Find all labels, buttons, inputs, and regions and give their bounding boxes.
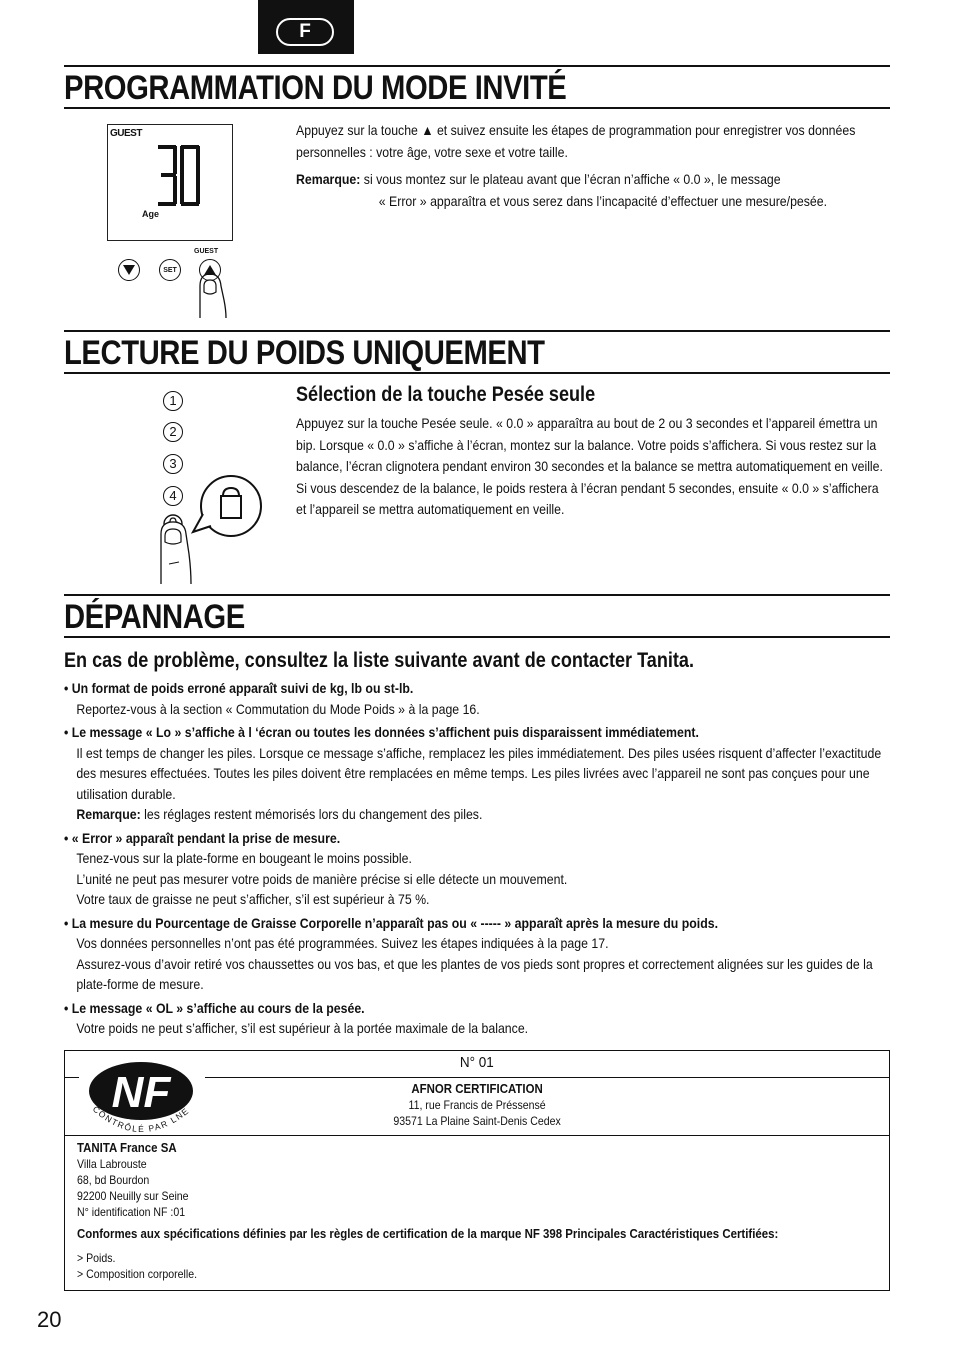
company-name: TANITA France SA <box>77 1140 177 1155</box>
trouble-item-desc: L’unité ne peut pas mesurer votre poids de manière précise si elle détecte un mouvement. <box>76 870 568 887</box>
trouble-item-5 <box>64 998 889 1039</box>
guest-remark-label: Remarque: <box>296 171 361 187</box>
trouble-item-title: • Un format de poids erroné apparaît suivi de kg, lb ou st-lb. <box>64 680 414 696</box>
trouble-item-desc: Vos données personnelles n’ont pas été programmées. Suivez les étapes indiquées à la page 17. <box>76 935 609 951</box>
cert-org-name: AFNOR CERTIFICATION <box>411 1081 543 1096</box>
lcd-age-label: Age <box>142 209 160 219</box>
trouble-item-desc: Assurez-vous d’avoir retiré vos chaussettes ou vos bas, et que les plantes de vos pieds sont propres et correctement alignées sur les guides de la plate-forme de mesure. <box>76 955 873 992</box>
cert-conformity: Conformes aux spécifications définies par les règles de certification de la marque NF 398 Principales Caractéristiques Certifiées: <box>77 1226 779 1241</box>
set-button-label: SET <box>163 266 177 274</box>
company-addr-line: 92200 Neuilly sur Seine <box>77 1189 189 1203</box>
guest-button-label: GUEST <box>194 248 219 255</box>
trouble-item-desc: Reportez-vous à la section « Commutation du Mode Poids » à la page 16. <box>76 700 480 717</box>
language-label: F <box>276 18 334 46</box>
cert-number: N° 01 <box>460 1054 494 1071</box>
trouble-item-title: • Le message « Lo » s’affiche à l ‘écran ou toutes les données s’affichent puis disparaissent immédiatement. <box>64 724 699 740</box>
cert-list-item: > Poids. <box>77 1251 116 1265</box>
trouble-item-1 <box>64 678 889 719</box>
certification-box <box>64 1050 890 1291</box>
lcd-digits-30 <box>156 143 202 209</box>
trouble-item-2 <box>64 722 889 825</box>
cert-org-addr1: 11, rue Francis de Préssensé <box>408 1098 546 1112</box>
cert-company <box>77 1140 954 1282</box>
lcd-guest-label: GUEST <box>110 128 142 139</box>
trouble-item-desc: Votre taux de graisse ne peut s’afficher, s’il est supérieur à 75 %. <box>76 891 430 907</box>
company-addr-line: Villa Labrouste <box>77 1157 147 1171</box>
trouble-item-desc: Votre poids ne peut s’afficher, s’il est supérieur à la portée maximale de la balance. <box>76 1020 529 1036</box>
set-button[interactable] <box>159 259 181 281</box>
guest-remark-line2: « Error » apparaîtra et vous serez dans l’incapacité d’effectuer une mesure/pesée. <box>378 192 828 209</box>
trouble-item-4 <box>64 913 889 995</box>
cert-list-item: > Composition corporelle. <box>77 1267 198 1281</box>
trouble-item-3 <box>64 828 889 910</box>
guest-para: Appuyez sur la touche ▲ et suivez ensuite les étapes de programmation pour enregistrer vos données personnelles : votre âge, votre sexe et votre taille. <box>296 122 856 160</box>
weight-only-icon <box>155 474 267 586</box>
finger-icon <box>196 266 230 318</box>
step-number-4: 4 <box>163 486 183 506</box>
cert-org <box>65 1081 889 1129</box>
section-title-guest: PROGRAMMATION DU MODE INVITÉ <box>64 65 890 109</box>
nf-logo-text: NF <box>111 1068 171 1117</box>
company-addr-line: 68, bd Bourdon <box>77 1173 150 1187</box>
company-addr-line: N° identification NF :01 <box>77 1205 186 1219</box>
trouble-item-desc: Il est temps de changer les piles. Lorsque ce message s’affiche, remplacez les piles immédiatement. Des piles usées risquent d’affecter l’exactitude des mesures effectuées. Toutes les piles doivent être remplacées en même temps. Les piles livrées avec l’appareil ne sont pas conçues pour une utilisation durable. <box>76 744 882 802</box>
trouble-item-title: • « Error » apparaît pendant la prise de mesure. <box>64 829 341 846</box>
triangle-down-icon <box>123 265 135 275</box>
trouble-item-title: • La mesure du Pourcentage de Graisse Corporelle n’apparaît pas ou « ----- » apparaît après la mesure du poids. <box>64 914 719 931</box>
section-title-trouble: DÉPANNAGE <box>64 594 890 638</box>
trouble-item-desc: Tenez-vous sur la plate-forme en bougeant le moins possible. <box>76 850 412 866</box>
lcd-display <box>107 124 233 241</box>
trouble-intro: En cas de problème, consultez la liste suivante avant de contacter Tanita. <box>64 649 694 672</box>
language-tab <box>258 0 354 54</box>
step-number-2: 2 <box>163 422 183 442</box>
guest-instructions <box>296 120 896 212</box>
guest-remark <box>296 169 886 191</box>
down-button[interactable] <box>118 259 140 281</box>
trouble-list <box>64 678 894 1039</box>
step-number-1: 1 <box>163 391 183 411</box>
guest-remark-line1: si vous montez sur le plateau avant que l’écran n’affiche « 0.0 », le message <box>363 171 781 187</box>
weight-subtitle: Sélection de la touche Pesée seule <box>296 383 596 406</box>
trouble-item-title: • Le message « OL » s’affiche au cours de la pesée. <box>64 999 365 1016</box>
step-number-3: 3 <box>163 454 183 474</box>
weight-para: Appuyez sur la touche Pesée seule. « 0.0 » apparaîtra au bout de 2 ou 3 secondes et l’appareil émettra un bip. Lorsque « 0.0 » s’affiche à l’écran, montez sur la balance. Votre poids s’affichera. Si vous restez sur la balance, l’écran clignotera pendant environ 30 secondes et la balance se mettra automatiquement en veille. Si vous descendez de la balance, le poids restera à l’écran pendant 5 secondes, ensuite « 0.0 » s’affichera et l’appareil se mettra automatiquement en veille. <box>296 415 883 517</box>
page-number: 20 <box>37 1307 62 1332</box>
trouble-item-remark: Remarque: les réglages restent mémorisés lors du changement des piles. <box>76 806 483 822</box>
weight-instructions <box>296 413 896 521</box>
section-title-weight: LECTURE DU POIDS UNIQUEMENT <box>64 330 890 374</box>
cert-org-addr2: 93571 La Plaine Saint-Denis Cedex <box>393 1114 561 1128</box>
nf-logo-ring: CONTRÔLÉ PAR LNE <box>90 1103 192 1135</box>
